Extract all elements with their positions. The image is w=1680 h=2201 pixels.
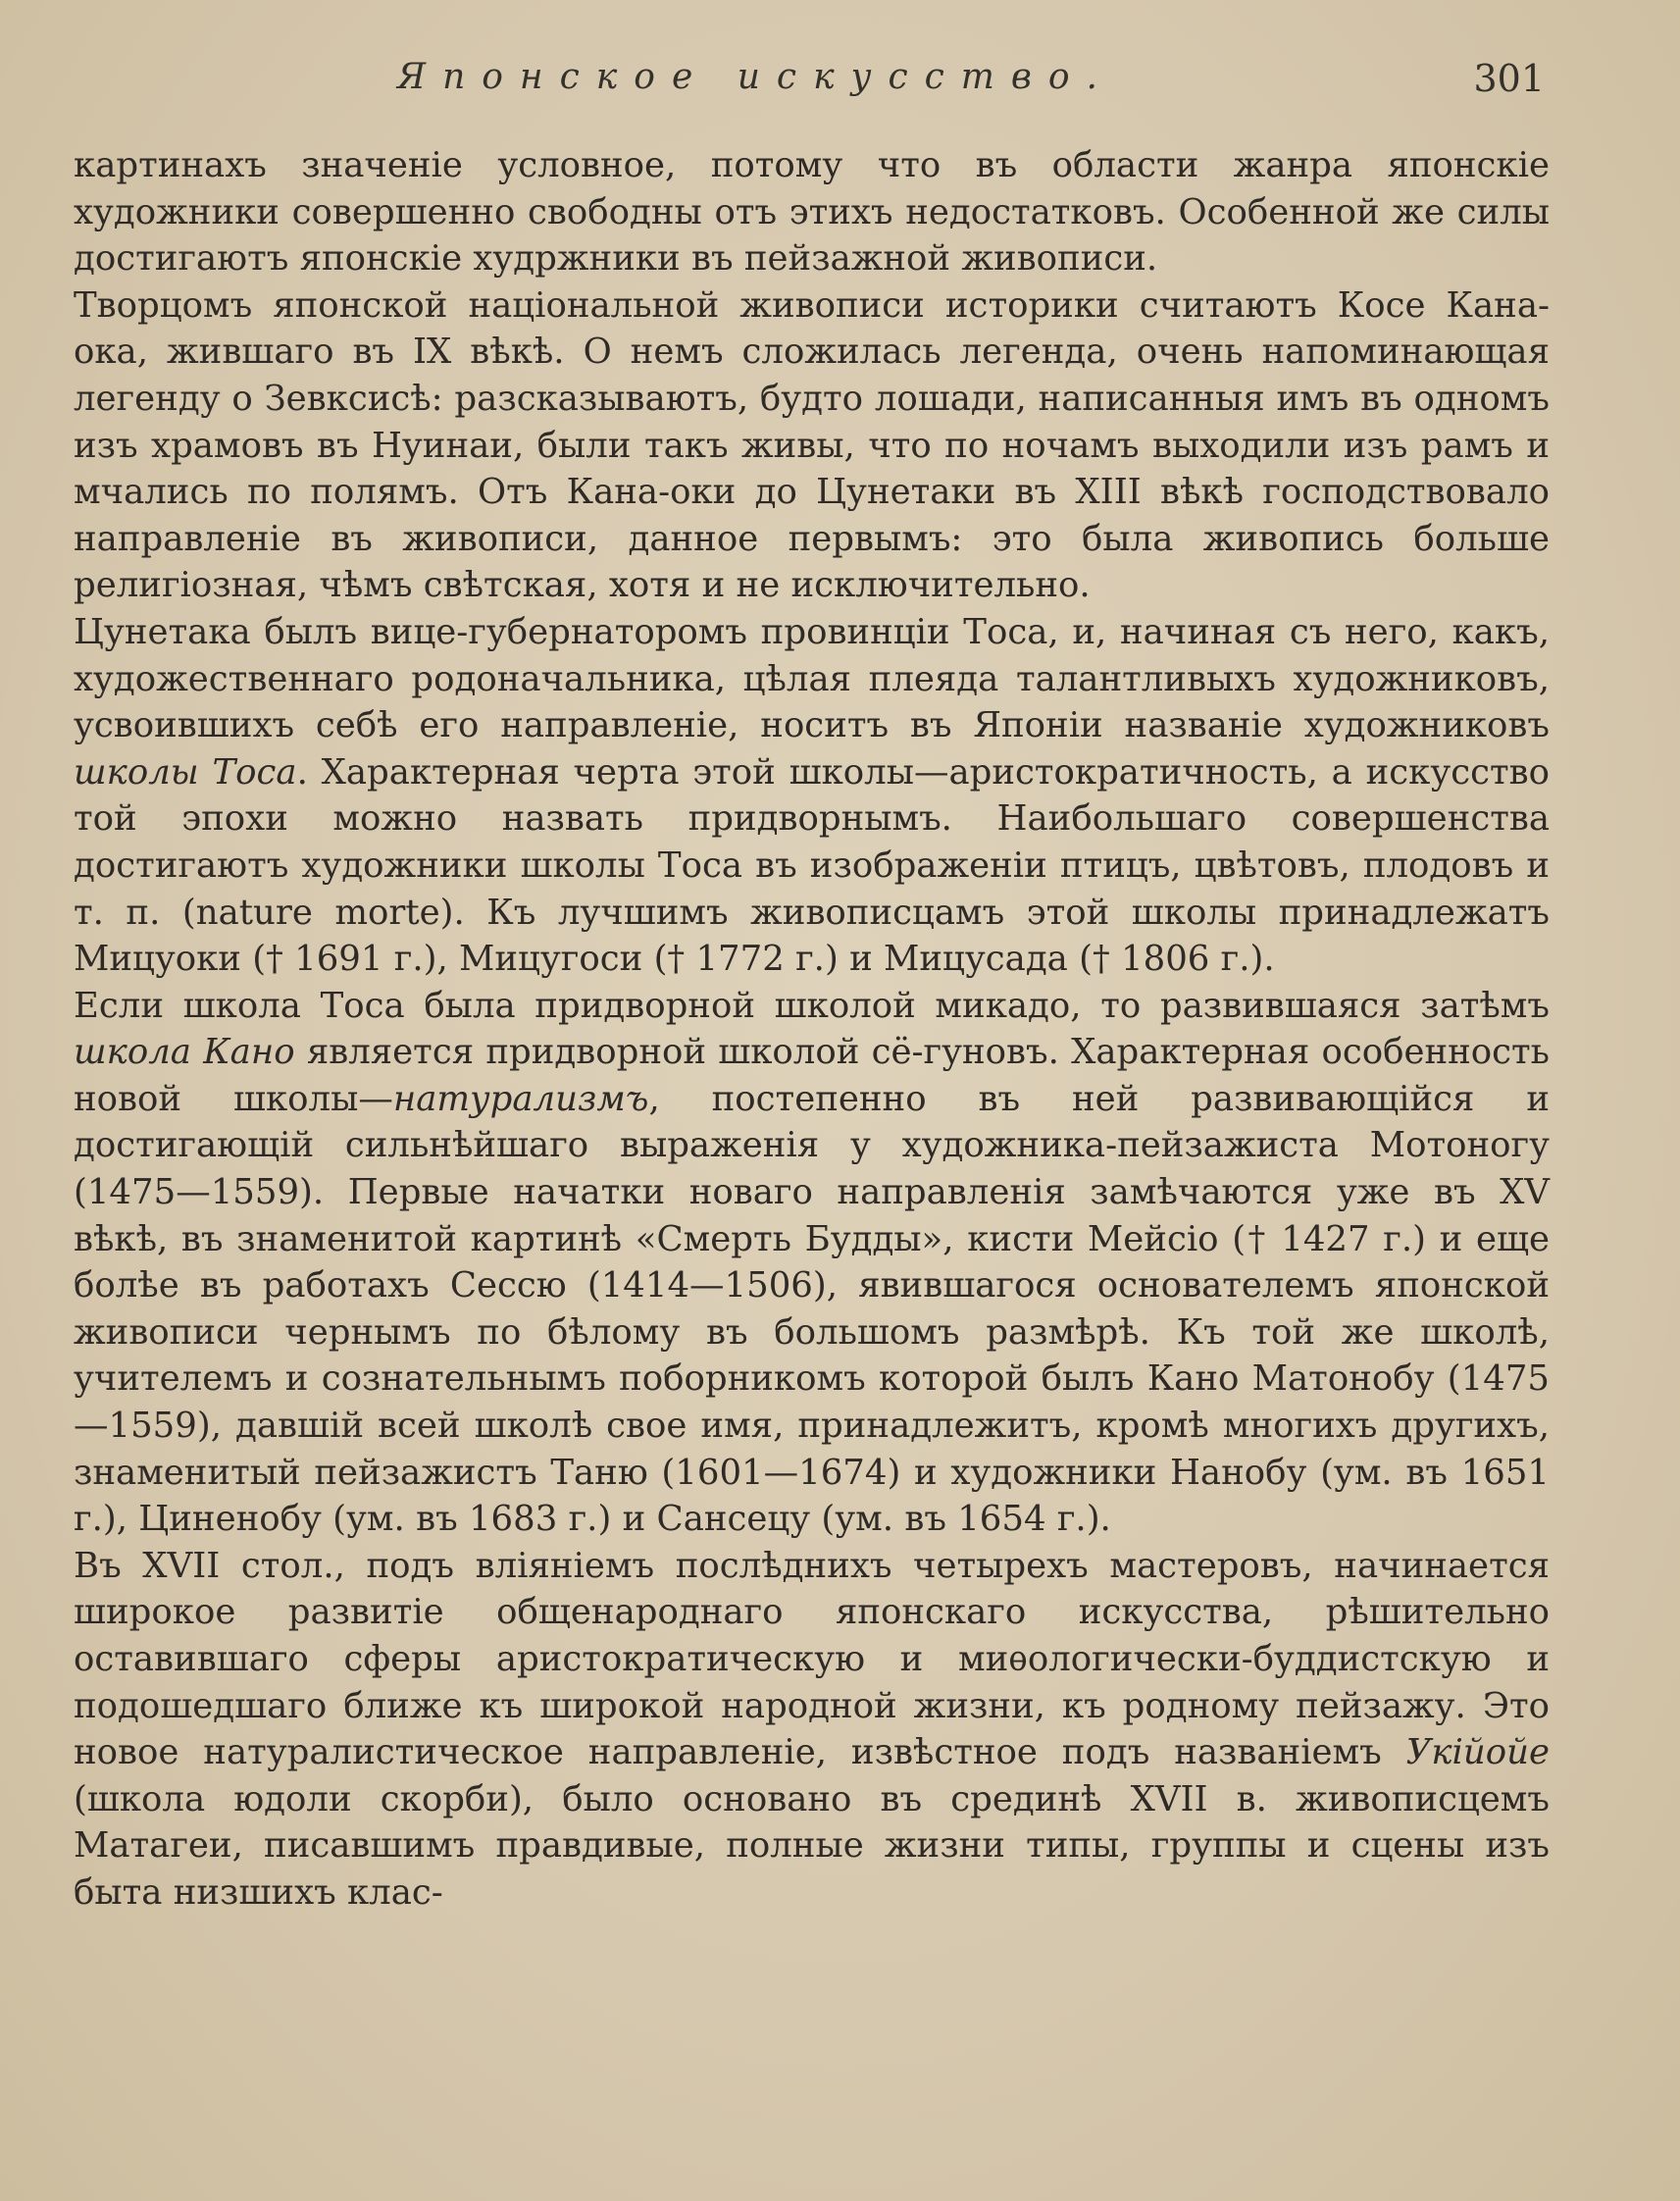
body-text <box>74 142 1550 1917</box>
paragraph-text: Въ XVII стол., подъ вліяніемъ послѣднихъ четырехъ мастеровъ, начинается широкое развитіе общенароднаго японскаго искусства, рѣшительно оставившаго сферы аристократическую и миѳологически-буддистскую и подошедшаго ближе къ широкой народной жизни, къ родному пейзажу. Это новое натуралистическое направленіе, извѣстное подъ названіемъ <box>74 1545 1550 1773</box>
paragraph-text: Если школа Тоса была придворной школой микадо, то развившаяся затѣмъ <box>74 985 1550 1026</box>
paragraph-text: картинахъ значеніе условное, потому что въ области жанра японскіе художники совершенно свободны отъ этихъ недостатковъ. Особенной же силы достигаютъ японскіе худржники въ пейзажной живописи. <box>74 145 1550 280</box>
page-header <box>74 57 1545 106</box>
italic-term: школа Кано <box>74 1032 295 1073</box>
paragraph-text: Творцомъ японской національной живописи историки считаютъ Косе Кана-ока, жившаго въ IX вѣкѣ. О немъ сложилась легенда, очень напоминающая легенду о Зевксисѣ: разсказываютъ, будто лошади, написанныя имъ въ одномъ изъ храмовъ въ Нуинаи, были такъ живы, что по ночамъ выходили изъ рамъ и мчались по полямъ. Отъ Кана-оки до Цунетаки въ XIII вѣкѣ господствовало направленіе въ живописи, данное первымъ: это была живопись больше религіозная, чѣмъ свѣтская, хотя и не исключительно. <box>74 284 1550 606</box>
paragraph-text: (школа юдоли скорби), было основано въ срединѣ XVII в. живописцемъ Матагеи, писавшимъ правдивые, полные жизни типы, группы и сцены изъ быта низшихъ клас- <box>74 1778 1550 1913</box>
italic-term: натурализмъ <box>392 1078 649 1119</box>
paragraph-text: , постепенно въ ней развивающійся и достигающій сильнѣйшаго выраженія у художника-пейзажиста Мотоногу (1475—1559). Первые начатки новаго направленія замѣчаются уже въ XV вѣкѣ, въ знаменитой картинѣ «Смерть Будды», кисти Мейсіо († 1427 г.) и еще болѣе въ работахъ Сессю (1414—1506), явившагося основателемъ японской живописи чернымъ по бѣлому въ большомъ размѣрѣ. Къ той же школѣ, учителемъ и сознательнымъ поборникомъ которой былъ Кано Матонобу (1475—1559), давшій всей школѣ свое имя, принадлежитъ, кромѣ многихъ другихъ, знаменитый пейзажистъ Таню (1601—1674) и художники Нанобу (ум. въ 1651 г.), Циненобу (ум. въ 1683 г.) и Сансецу (ум. въ 1654 г.). <box>74 1078 1550 1540</box>
italic-term: школы Тоса <box>74 751 297 793</box>
paragraph <box>74 983 1550 1543</box>
paragraph-text: является придворной школой сё-гуновъ. Характерная особенность новой школы— <box>74 1032 1551 1119</box>
paragraph <box>74 282 1550 609</box>
page-number: 301 <box>1473 57 1545 100</box>
paragraph <box>74 609 1550 983</box>
paragraph <box>74 1543 1550 1917</box>
paragraph-text: . Характерная черта этой школы—аристократичность, а искусство той эпохи можно назвать придворнымъ. Наибольшаго совершенства достигаютъ художники школы Тоса въ изображеніи птицъ, цвѣтовъ, плодовъ и т. п. (nature morte). Къ лучшимъ живописцамъ этой школы принадлежатъ Мицуоки († 1691 г.), Мицугоси († 1772 г.) и Мицусада († 1806 г.). <box>74 751 1550 980</box>
italic-term: Укійойе <box>1405 1732 1550 1773</box>
running-title: Японское искусство. <box>397 57 1114 97</box>
paragraph-text: Цунетака былъ вице-губернаторомъ провинціи Тоса, и, начиная съ него, какъ, художественнаго родоначальника, цѣлая плеяда талантливыхъ художниковъ, усвоившихъ себѣ его направленіе, носитъ въ Японіи названіе художниковъ <box>74 611 1550 746</box>
paragraph <box>74 142 1550 282</box>
